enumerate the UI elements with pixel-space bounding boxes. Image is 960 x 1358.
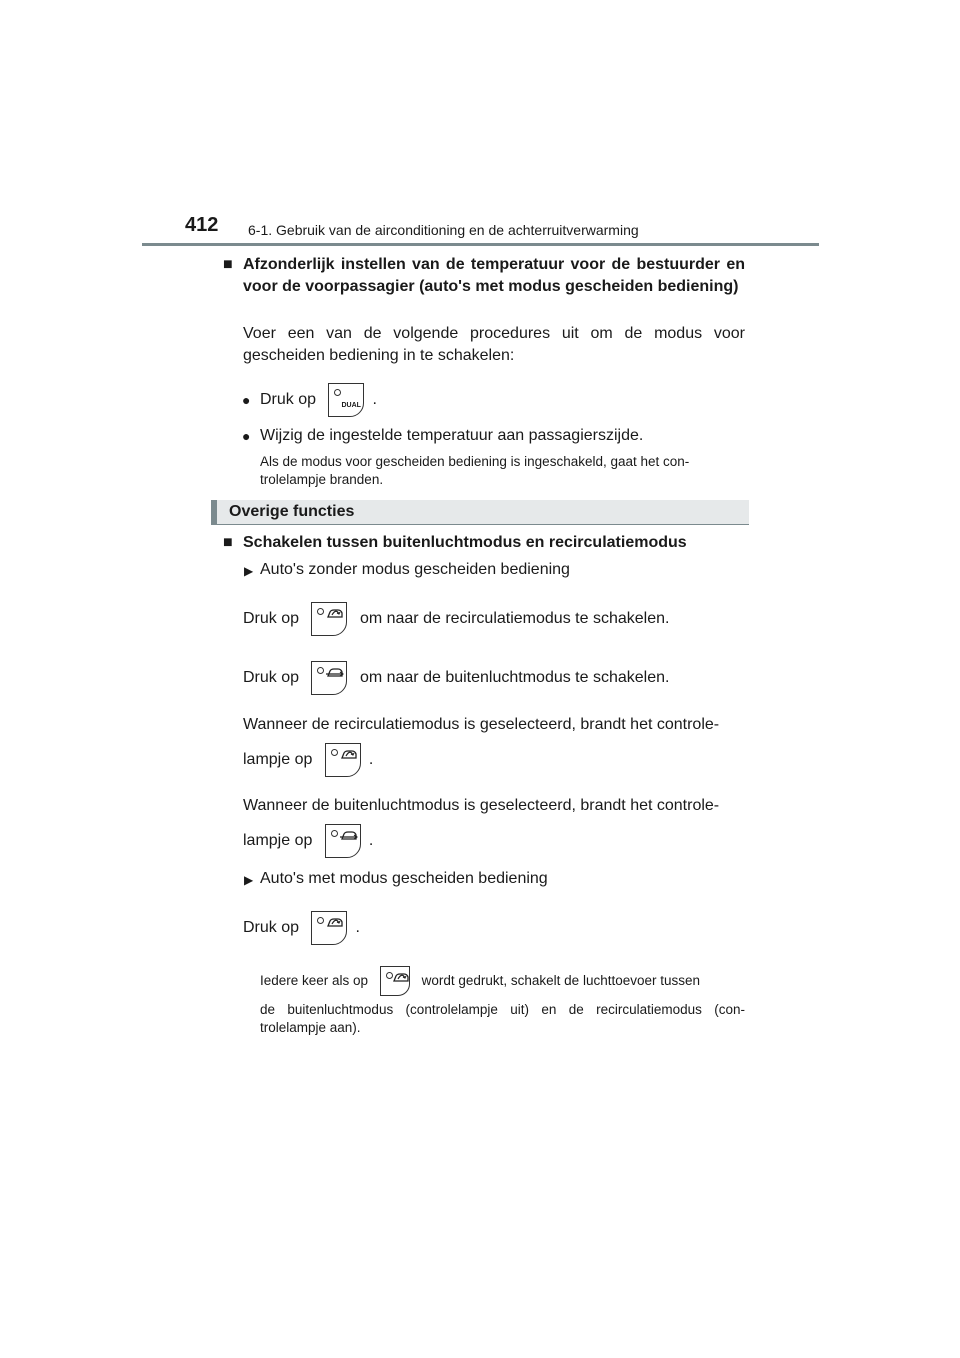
recirculation-button-icon: [325, 743, 361, 777]
fresh-air-instruction-pre: Druk op: [243, 669, 300, 686]
fresh-air-button-icon: [311, 661, 347, 695]
triangle-bullet-icon: ▶: [244, 564, 254, 578]
recirculation-symbol-icon: [326, 606, 344, 620]
recirc-indicator-line-b: [243, 741, 745, 779]
section1-heading-block: [223, 254, 745, 298]
subheading-with-dual: [244, 868, 762, 890]
running-header: 6-1. Gebruik van de airconditioning en de achterruitverwarming: [248, 222, 639, 238]
recirc-instruction-pre: Druk op: [243, 610, 300, 627]
fresh-air-instruction-post: om naar de buitenluchtmodus te schakelen.: [359, 669, 670, 686]
section1-intro: Voer een van de volgende procedures uit om de modus voor gescheiden bediening in te schakelen:: [243, 325, 745, 364]
subheading-without-dual: [244, 559, 762, 581]
section-title: Overige functies: [229, 503, 355, 520]
recirc-indicator-line-a: Wanneer de recirculatiemodus is geselecteerd, brandt het controle-: [243, 716, 720, 733]
recirculation-symbol-icon: [392, 970, 410, 984]
round-bullet-icon: ●: [242, 428, 251, 444]
indicator-led: [334, 389, 341, 396]
fresh-air-indicator-period: .: [368, 832, 374, 849]
air-intake-instruction-pre: Druk op: [243, 919, 300, 936]
recirculation-symbol-icon: [326, 915, 344, 929]
subheading-without-dual-text: Auto's zonder modus gescheiden bediening: [260, 561, 570, 578]
fresh-air-symbol-icon: [340, 828, 358, 842]
section-bar: [211, 500, 749, 525]
indicator-led: [331, 830, 338, 837]
recirculation-button-icon: [311, 602, 347, 636]
recirc-instruction: [243, 600, 745, 638]
section1-heading: Afzonderlijk instellen van de temperatuur voor de bestuurder en voor de voorpassagier (auto's met modus gescheiden bediening): [243, 256, 745, 295]
recirc-indicator-period: .: [368, 751, 374, 768]
recirculation-button-icon: [380, 966, 410, 996]
air-intake-note-post: wordt gedrukt, schakelt de luchttoevoer tussen: [421, 973, 701, 988]
dual-button-icon: [328, 383, 364, 417]
fresh-air-instruction: [243, 659, 745, 697]
section2-heading-block: [223, 532, 745, 554]
bullet-dual-period: .: [372, 391, 377, 408]
air-intake-note-rest: de buitenluchtmodus (controlelampje uit) en de recirculatiemodus (con-trolelampje aan).: [260, 1002, 745, 1035]
section2-heading: Schakelen tussen buitenluchtmodus en recirculatiemodus: [243, 534, 687, 551]
header-rule: [142, 243, 819, 246]
section1-note: Als de modus voor gescheiden bediening is ingeschakeld, gaat het con-trolelampje branden.: [260, 454, 690, 487]
round-bullet-icon: ●: [242, 392, 251, 408]
square-bullet-icon: ■: [223, 256, 233, 273]
bullet-dual: [242, 382, 762, 418]
bullet-dual-text: Druk op: [260, 391, 317, 408]
page-number: 412: [185, 214, 219, 236]
dual-label: DUAL: [341, 401, 361, 409]
air-intake-note-pre: Iedere keer als op: [260, 973, 369, 988]
indicator-led: [317, 608, 324, 615]
triangle-bullet-icon: ▶: [244, 873, 254, 887]
square-bullet-icon: ■: [223, 534, 233, 551]
indicator-led: [317, 917, 324, 924]
air-intake-instruction: [243, 909, 745, 947]
fresh-air-indicator-line-a: Wanneer de buitenluchtmodus is geselecteerd, brandt het controle-: [243, 797, 720, 814]
recirculation-symbol-icon: [340, 747, 358, 761]
bullet-passenger-temp: [242, 425, 762, 447]
fresh-air-button-icon: [325, 824, 361, 858]
fresh-air-indicator-pre: lampje op: [243, 832, 313, 849]
fresh-air-symbol-icon: [326, 665, 344, 679]
subheading-with-dual-text: Auto's met modus gescheiden bediening: [260, 870, 548, 887]
recirc-indicator-pre: lampje op: [243, 751, 313, 768]
indicator-led: [331, 749, 338, 756]
indicator-led: [317, 667, 324, 674]
bullet-passenger-temp-text: Wijzig de ingestelde temperatuur aan passagierszijde.: [260, 427, 644, 444]
fresh-air-indicator-line-b: [243, 822, 745, 860]
air-intake-note-line1: [260, 964, 745, 998]
air-intake-instruction-period: .: [355, 919, 360, 936]
recirc-instruction-post: om naar de recirculatiemodus te schakelen.: [359, 610, 670, 627]
recirculation-button-icon: [311, 911, 347, 945]
